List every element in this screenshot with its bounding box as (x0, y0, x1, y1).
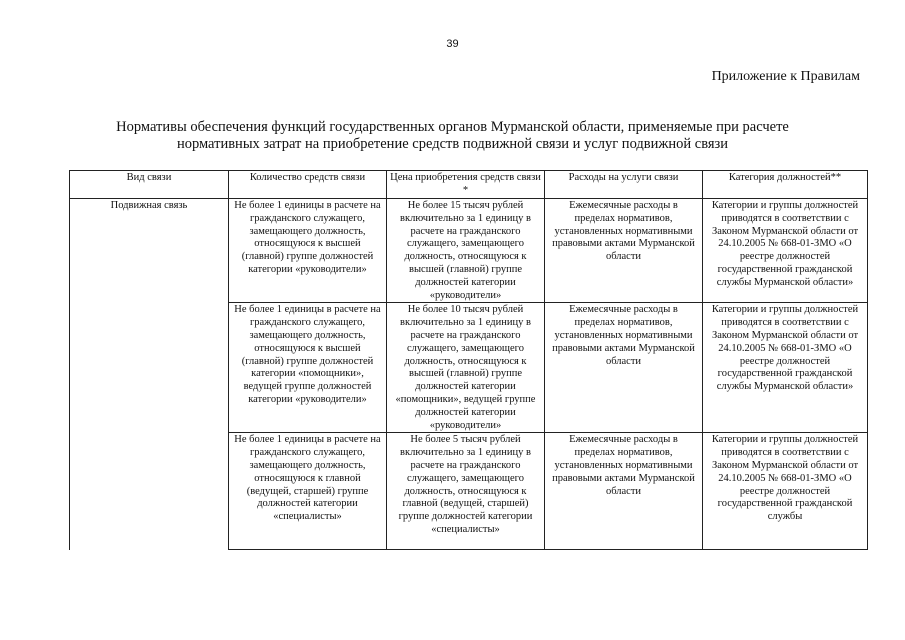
header-category: Категория должностей** (703, 171, 868, 199)
table-row (70, 303, 868, 433)
cell-price: Не более 10 тысяч рублей включительно за 1 единицу в расчете на гражданского служащего, замещающего должность, относящуюся к высшей (главной) группе должностей категории «помощники», ведущей группе должностей категории «руководители» (387, 303, 545, 433)
cell-services: Ежемесячные расходы в пределах нормативов, установленных нормативными правовыми актами Мурманской области (545, 303, 703, 433)
header-kind: Вид связи (70, 171, 229, 199)
appendix-label: Приложение к Правилам (711, 69, 860, 84)
cell-services: Ежемесячные расходы в пределах нормативов, установленных нормативными правовыми актами Мурманской области (545, 199, 703, 303)
cell-category: Категории и группы должностей приводятся в соответствии с Законом Мурманской области от 24.10.2005 № 668-01-ЗМО «О реестре должностей государственной гражданской службы Мурманской области» (703, 303, 868, 433)
page-number: 39 (446, 38, 459, 50)
cell-category: Категории и группы должностей приводятся в соответствии с Законом Мурманской области от 24.10.2005 № 668-01-ЗМО «О реестре должностей государственной гражданской службы (703, 433, 868, 550)
header-quantity: Количество средств связи (229, 171, 387, 199)
table-row (70, 433, 868, 550)
title-line-1: Нормативы обеспечения функций государственных органов Мурманской области, применяемые при расчете (116, 119, 789, 135)
table-header-row (70, 171, 868, 199)
header-price: Цена приобретения средств связи * (387, 171, 545, 199)
title-line-2: нормативных затрат на приобретение средств подвижной связи и услуг подвижной связи (176, 136, 729, 152)
cell-quantity: Не более 1 единицы в расчете на гражданского служащего, замещающего должность, относящуюся к главной (ведущей, старшей) группе должностей категории «специалисты» (229, 433, 387, 550)
cell-price: Не более 5 тысяч рублей включительно за 1 единицу в расчете на гражданского служащего, замещающего должность, относящуюся к главной (ведущей, старшей) группе должностей категории «специалисты» (387, 433, 545, 550)
cell-quantity: Не более 1 единицы в расчете на гражданского служащего, замещающего должность, относящуюся к высшей (главной) группе должностей категории «помощники», ведущей группе должностей категории «руководители» (229, 303, 387, 433)
table-row (70, 199, 868, 303)
cell-price: Не более 15 тысяч рублей включительно за 1 единицу в расчете на гражданского служащего, замещающего должность, относящуюся к высшей (главной) группе должностей категории «руководители» (387, 199, 545, 303)
document-title (40, 119, 865, 153)
norms-table (69, 170, 868, 550)
header-services: Расходы на услуги связи (545, 171, 703, 199)
cell-kind (70, 303, 229, 433)
cell-kind: Подвижная связь (70, 199, 229, 303)
cell-kind (70, 433, 229, 550)
cell-category: Категории и группы должностей приводятся в соответствии с Законом Мурманской области от 24.10.2005 № 668-01-ЗМО «О реестре должностей государственной гражданской службы Мурманской области» (703, 199, 868, 303)
cell-quantity: Не более 1 единицы в расчете на гражданского служащего, замещающего должность, относящуюся к высшей (главной) группе должностей категории «руководители» (229, 199, 387, 303)
cell-services: Ежемесячные расходы в пределах нормативов, установленных нормативными правовыми актами Мурманской области (545, 433, 703, 550)
